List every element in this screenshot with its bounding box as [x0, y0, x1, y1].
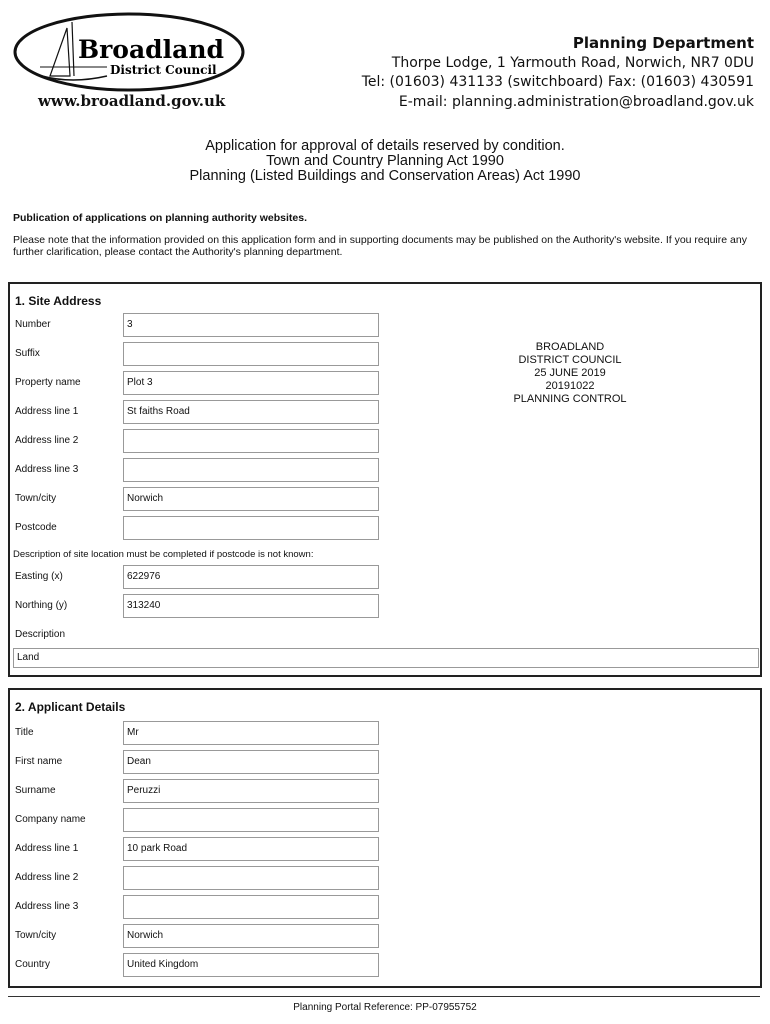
postcode-field[interactable]	[123, 516, 379, 540]
form-title-2: Town and Country Planning Act 1990	[266, 153, 504, 169]
northing-field[interactable]: 313240	[123, 594, 379, 618]
northing-label: Northing (y)	[15, 600, 68, 611]
department-title: Planning Department	[572, 34, 754, 52]
department-email: E-mail: planning.administration@broadland.gov.uk	[398, 93, 754, 110]
field-label: Title	[15, 727, 34, 738]
broadland-logo	[12, 10, 246, 94]
field-label: Property name	[15, 377, 81, 388]
address-line-1-field[interactable]: St faiths Road	[123, 400, 379, 424]
department-contact	[362, 34, 754, 112]
publication-heading: Publication of applications on planning authority websites.	[13, 212, 308, 224]
stamp-line: PLANNING CONTROL	[513, 393, 627, 405]
address-line-2-field[interactable]	[123, 429, 379, 453]
field-label: Number	[15, 319, 51, 330]
description-field[interactable]: Land	[13, 648, 759, 668]
website-url[interactable]: www.broadland.gov.uk	[38, 92, 226, 110]
field-label: Town/city	[15, 930, 57, 941]
site-address-heading: 1. Site Address	[15, 294, 102, 308]
form-title-1: Application for approval of details reserved by condition.	[205, 138, 565, 154]
company-name-field[interactable]	[123, 808, 379, 832]
form-titles	[0, 139, 770, 184]
field-label: Company name	[15, 814, 86, 825]
stamp-line: BROADLAND	[535, 341, 605, 353]
field-label: Address line 2	[15, 872, 79, 883]
field-label: Address line 2	[15, 435, 79, 446]
applicant-address-line-1-field[interactable]: 10 park Road	[123, 837, 379, 861]
field-label: Suffix	[15, 348, 40, 359]
department-address: Thorpe Lodge, 1 Yarmouth Road, Norwich, NR7 0DU	[391, 54, 754, 71]
logo-sub: District Council	[110, 63, 217, 77]
first-name-field[interactable]: Dean	[123, 750, 379, 774]
town-city-field[interactable]: Norwich	[123, 487, 379, 511]
title-field[interactable]: Mr	[123, 721, 379, 745]
field-label: Town/city	[15, 493, 57, 504]
logo-name: Broadland	[78, 35, 225, 64]
publication-text: Please note that the information provided on this application form and in supporting documents may be published on the Authority's website. If you require any further clarification, please contact the Authority's planning department.	[13, 234, 747, 258]
stamp-line: DISTRICT COUNCIL	[518, 354, 622, 366]
easting-label: Easting (x)	[15, 571, 63, 582]
field-label: Postcode	[15, 522, 57, 533]
property-name-field[interactable]: Plot 3	[123, 371, 379, 395]
suffix-field[interactable]	[123, 342, 379, 366]
easting-field[interactable]: 622976	[123, 565, 379, 589]
stamp-number: 20191022	[545, 380, 595, 392]
field-label: First name	[15, 756, 63, 767]
applicant-address-line-2-field[interactable]	[123, 866, 379, 890]
field-label: Address line 3	[15, 901, 79, 912]
applicant-town-city-field[interactable]: Norwich	[123, 924, 379, 948]
number-field[interactable]: 3	[123, 313, 379, 337]
field-label: Address line 1	[15, 406, 79, 417]
surname-field[interactable]: Peruzzi	[123, 779, 379, 803]
location-note: Description of site location must be completed if postcode is not known:	[13, 549, 314, 560]
description-label: Description	[15, 629, 66, 640]
portal-reference: Planning Portal Reference: PP-07955752	[293, 1002, 477, 1013]
footer-divider	[8, 996, 760, 997]
applicant-details-section	[8, 688, 762, 988]
department-tel: Tel: (01603) 431133 (switchboard) Fax: (01603) 430591	[361, 74, 754, 90]
field-label: Surname	[15, 785, 56, 796]
field-label: Country	[15, 959, 51, 970]
stamp-date: 25 JUNE 2019	[534, 367, 606, 379]
received-stamp	[480, 341, 660, 406]
applicant-heading: 2. Applicant Details	[15, 700, 126, 714]
applicant-address-line-3-field[interactable]	[123, 895, 379, 919]
country-field[interactable]: United Kingdom	[123, 953, 379, 977]
form-title-3: Planning (Listed Buildings and Conservation Areas) Act 1990	[189, 168, 581, 184]
field-label: Address line 3	[15, 464, 79, 475]
address-line-3-field[interactable]	[123, 458, 379, 482]
field-label: Address line 1	[15, 843, 79, 854]
